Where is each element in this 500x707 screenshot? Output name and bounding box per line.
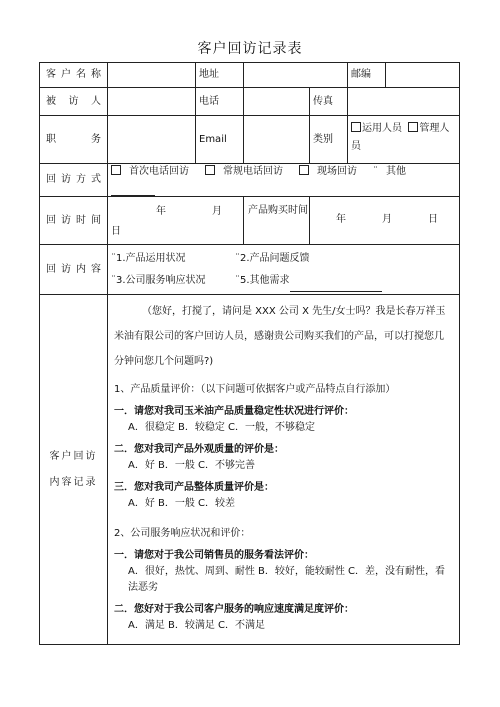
category-option-manager[interactable]: 管理人员 bbox=[351, 123, 450, 152]
checkbox-icon[interactable] bbox=[205, 165, 215, 175]
record-label: 客户回访内容记录 bbox=[49, 450, 98, 488]
row-visit-time bbox=[40, 197, 460, 245]
answer-2: A．好 B．一般 C．不够完善 bbox=[128, 460, 256, 471]
category-label: 类别 bbox=[310, 116, 348, 164]
row-customer-name bbox=[40, 63, 460, 88]
content-item-service[interactable]: ¨3.公司服务响应状况 bbox=[111, 275, 206, 286]
zip-label: 邮编 bbox=[348, 63, 386, 88]
question-2: 二．您对我司产品外观质量的评价是： bbox=[114, 444, 284, 455]
purchase-time-label-cell bbox=[244, 197, 310, 245]
visitee-field[interactable] bbox=[108, 88, 196, 116]
fax-field[interactable] bbox=[348, 88, 460, 116]
month-label: 月 bbox=[212, 205, 222, 217]
position-field[interactable] bbox=[108, 116, 196, 164]
record-table bbox=[39, 62, 460, 645]
answer-1: A．很稳定 B．较稳定 C．一般，不够稳定 bbox=[128, 422, 316, 433]
day-label: 日 bbox=[111, 225, 121, 237]
checkbox-icon[interactable] bbox=[299, 165, 309, 175]
visit-content-options bbox=[108, 245, 460, 295]
day-label: 日 bbox=[428, 213, 438, 225]
section-quality-title: 1、产品质量评价：（以下问题可依据客户或产品特点自行添加） bbox=[114, 384, 396, 395]
fax-label: 传真 bbox=[310, 88, 348, 116]
year-label: 年 bbox=[336, 213, 346, 225]
email-field[interactable] bbox=[244, 116, 310, 164]
row-visit-method bbox=[40, 164, 460, 197]
record-label-cell bbox=[40, 295, 108, 645]
visit-method-label: 回访方式 bbox=[40, 164, 108, 197]
answer-4: A．很好，热忱、周到、耐性 B．较好，能较耐性 C．差，没有耐性，看法恶劣 bbox=[128, 566, 446, 593]
method-option-first-call[interactable]: 首次电话回访 bbox=[111, 166, 197, 177]
other-blank[interactable] bbox=[111, 195, 155, 196]
question-4: 一．请您对于我公司销售员的服务看法评价： bbox=[114, 550, 314, 561]
bullet-icon: ¨ bbox=[235, 275, 240, 286]
content-item-feedback[interactable]: ¨2.产品问题反馈 bbox=[235, 253, 310, 264]
content-item-other[interactable]: ¨5.其他需求 bbox=[235, 275, 382, 286]
purchase-time-label: 产品购买时间 bbox=[248, 204, 308, 216]
category-options bbox=[348, 116, 460, 164]
visit-date-field[interactable] bbox=[108, 197, 244, 245]
method-option-regular-call[interactable]: 常规电话回访 bbox=[205, 166, 291, 177]
checkbox-icon[interactable] bbox=[408, 122, 418, 132]
question-5: 二．您好对于我公司客户服务的响应速度满足度评价： bbox=[114, 604, 354, 615]
visitee-label: 被访人 bbox=[40, 88, 108, 116]
email-label: Email bbox=[196, 116, 244, 164]
zip-field[interactable] bbox=[386, 63, 460, 88]
form-title: 客户回访记录表 bbox=[197, 41, 303, 57]
bullet-icon: ¨ bbox=[111, 275, 116, 286]
checkbox-icon[interactable] bbox=[111, 165, 121, 175]
question-1: 一．请您对我司玉米油产品质量稳定性状况进行评价： bbox=[114, 406, 354, 417]
phone-field[interactable] bbox=[244, 88, 310, 116]
month-label: 月 bbox=[382, 213, 392, 225]
customer-name-label: 客户名称 bbox=[40, 63, 108, 88]
method-option-onsite[interactable]: 现场回访 bbox=[299, 166, 365, 177]
position-label: 职务 bbox=[40, 116, 108, 164]
phone-label: 电话 bbox=[196, 88, 244, 116]
answer-5: A．满足 B．较满足 C．不满足 bbox=[128, 620, 266, 631]
category-option-operator[interactable]: 运用人员 bbox=[351, 123, 402, 134]
record-content[interactable] bbox=[108, 295, 460, 645]
address-label: 地址 bbox=[196, 63, 244, 88]
row-visit-content bbox=[40, 245, 460, 295]
visit-method-options bbox=[108, 164, 460, 197]
address-field[interactable] bbox=[244, 63, 348, 88]
row-record bbox=[40, 295, 460, 645]
row-visitee bbox=[40, 88, 460, 116]
year-label: 年 bbox=[156, 205, 166, 217]
customer-name-field[interactable] bbox=[108, 63, 196, 88]
bullet-icon: ¨ bbox=[373, 166, 378, 177]
other-needs-blank[interactable] bbox=[290, 291, 382, 292]
method-option-other[interactable]: ¨ 其他 bbox=[111, 166, 414, 193]
section-service-title: 2、公司服务响应状况和评价： bbox=[114, 528, 251, 539]
purchase-date-field[interactable] bbox=[310, 197, 460, 245]
content-item-usage[interactable]: ¨1.产品运用状况 bbox=[111, 253, 186, 264]
row-position bbox=[40, 116, 460, 164]
visit-content-label: 回访内容 bbox=[40, 245, 108, 295]
bullet-icon: ¨ bbox=[111, 253, 116, 264]
intro-text: （您好，打搅了，请问是 XXX 公司 X 先生/女士吗？我是长春万祥玉米油有限公司的客户回访人员，感谢贵公司购买我们的产品，可以打搅您几分钟问您几个问题吗?) bbox=[114, 306, 446, 367]
answer-3: A．好 B．一般 C．较差 bbox=[128, 498, 236, 509]
visit-time-label: 回访时间 bbox=[40, 197, 108, 245]
checkbox-icon[interactable] bbox=[351, 122, 361, 132]
bullet-icon: ¨ bbox=[235, 253, 240, 264]
question-3: 三．您对我司产品整体质量评价是： bbox=[114, 482, 274, 493]
